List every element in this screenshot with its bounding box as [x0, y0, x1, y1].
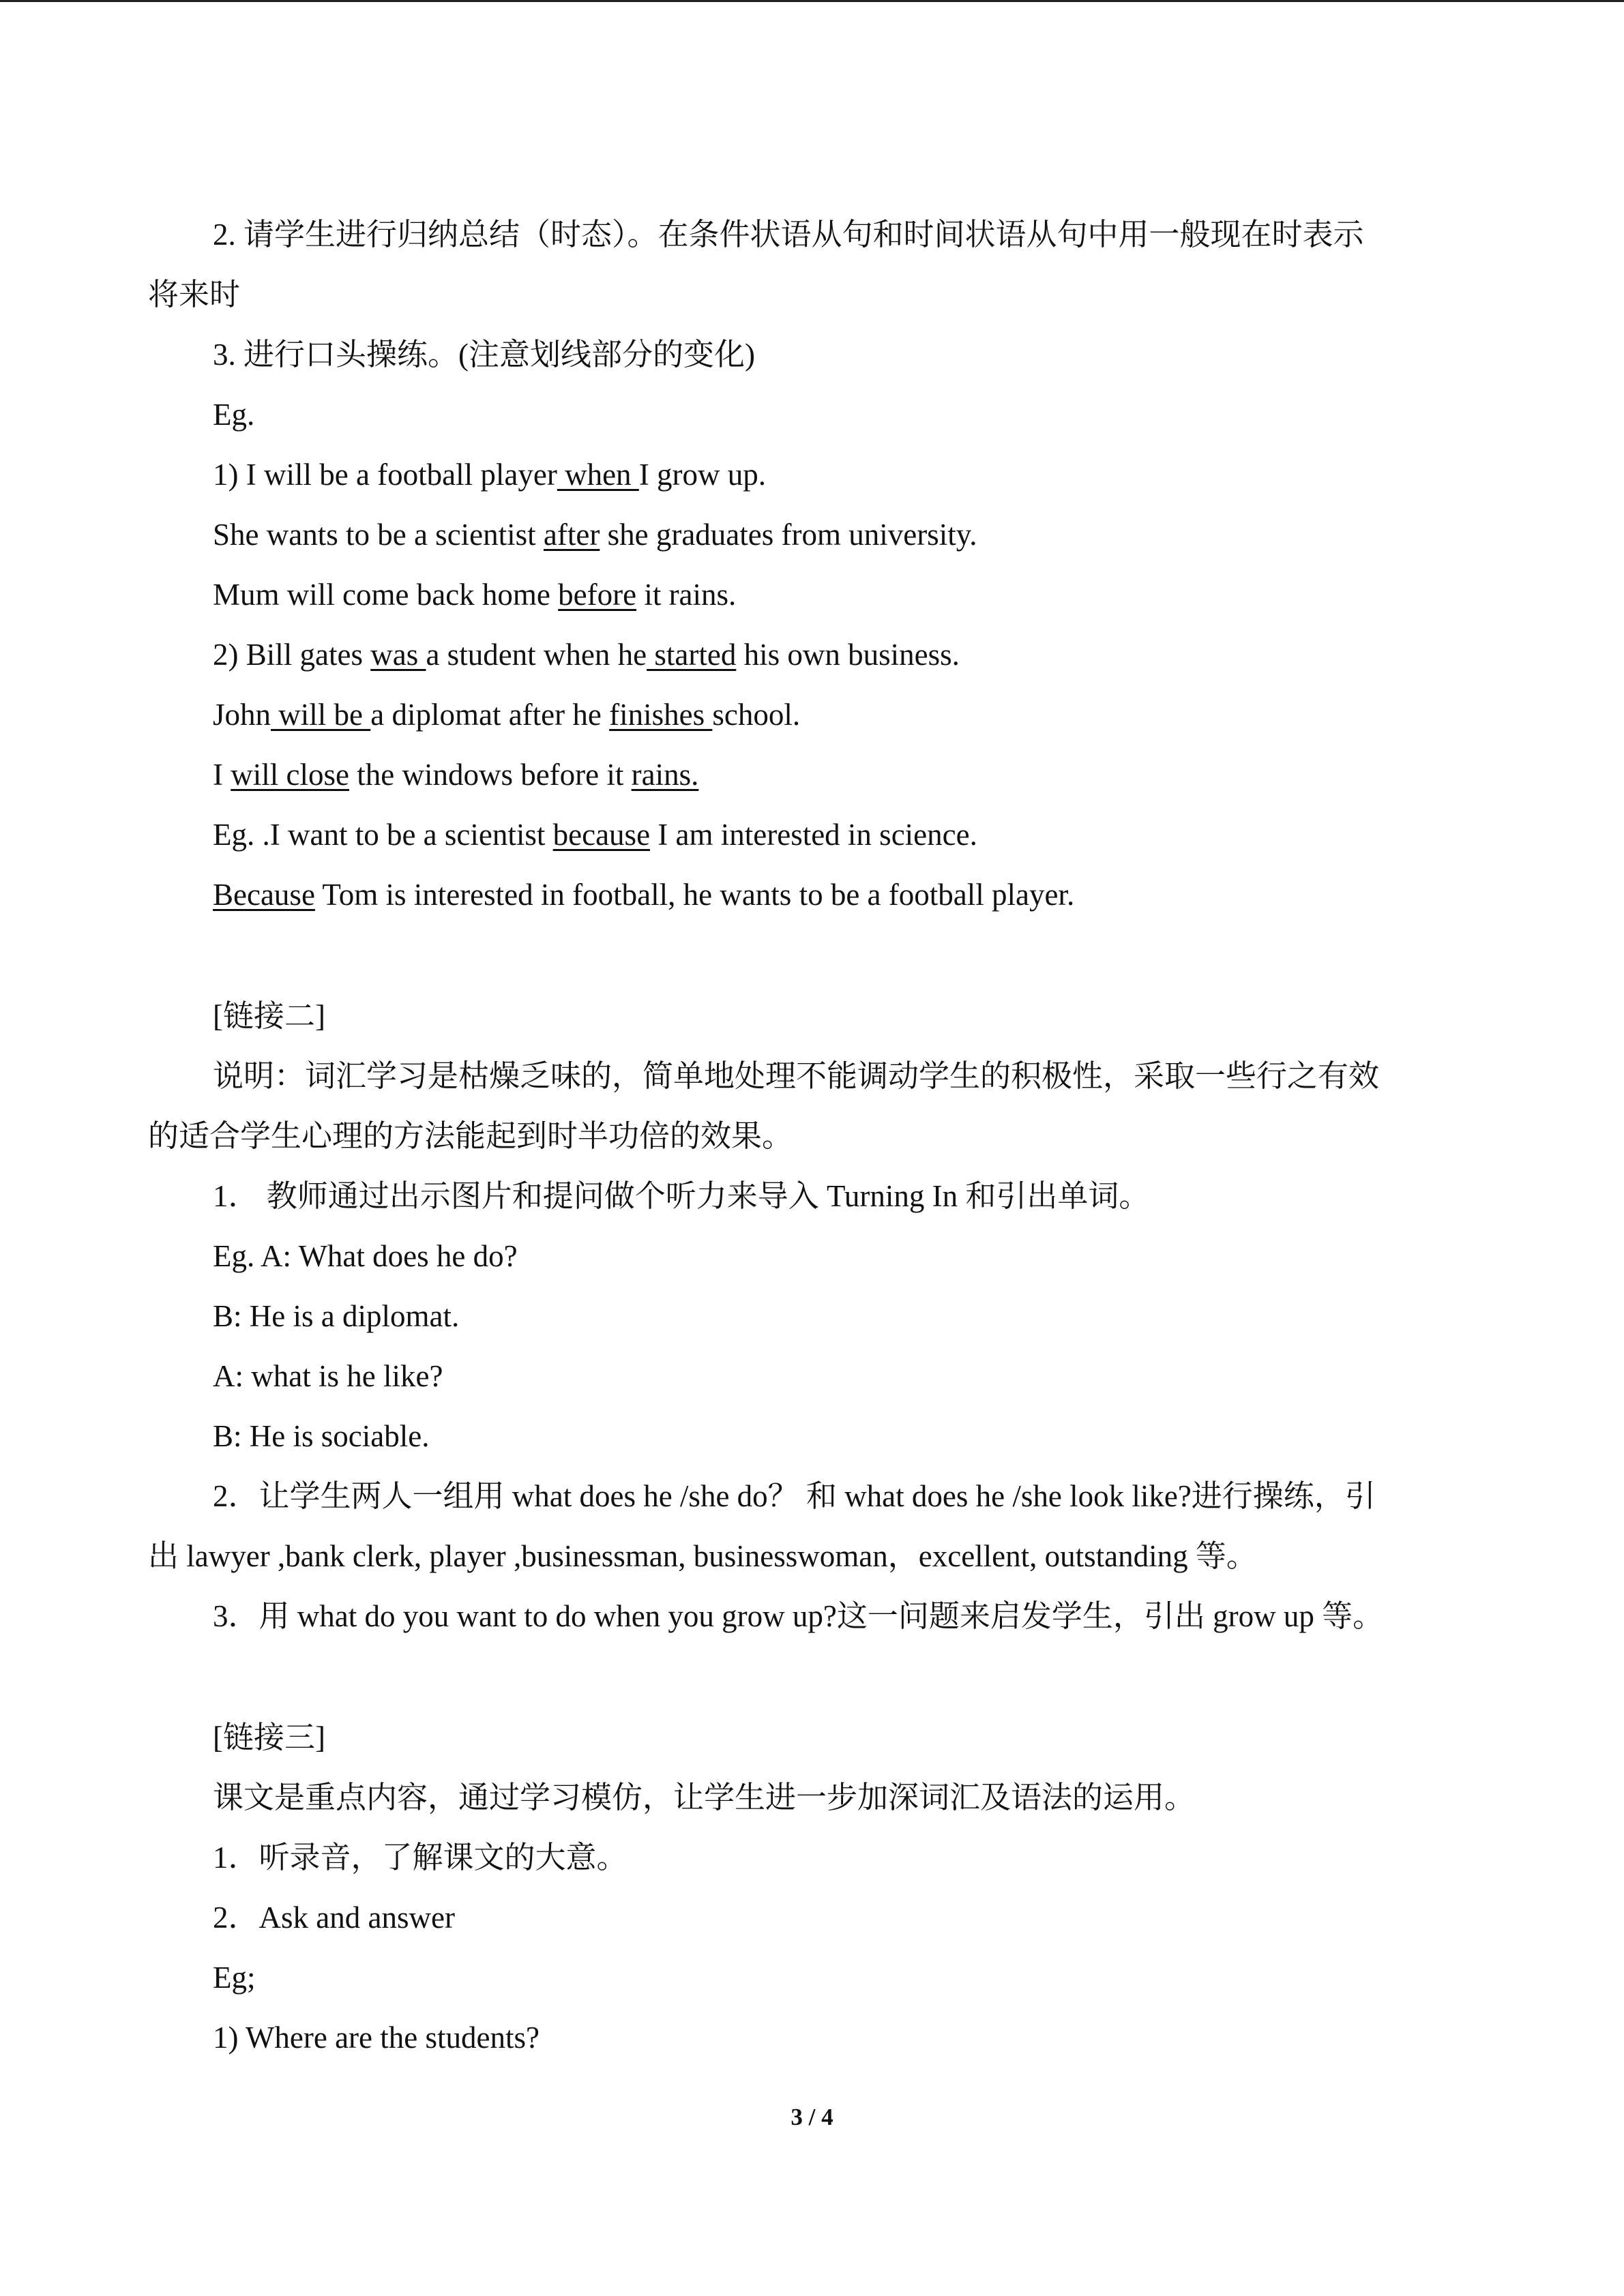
section-2-item-1: 1． 教师通过出示图片和提问做个听力来导入 Turning In 和引出单词。 — [213, 1179, 1150, 1213]
dialog-line-4: B: He is sociable. — [213, 1419, 430, 1453]
section-3-item-1: 1．听录音，了解课文的大意。 — [213, 1840, 628, 1875]
item-2-line-2: 将来时 — [148, 278, 241, 312]
question-1: 1) Where are the students? — [213, 2021, 540, 2055]
underlined-word: before — [558, 578, 637, 612]
underlined-word: will be — [271, 698, 371, 732]
underlined-word: started — [647, 638, 737, 672]
example-sentence-5 — [213, 694, 800, 735]
text-segment: 2) Bill gates — [213, 638, 371, 672]
eg-label: Eg. — [213, 398, 255, 432]
example-sentence-2 — [213, 514, 977, 555]
example-sentence-7 — [213, 814, 977, 855]
section-2-description-line-1: 说明：词汇学习是枯燥乏味的，简单地处理不能调动学生的积极性，采取一些行之有效 — [213, 1059, 1380, 1093]
text-segment: Eg. .I want to be a scientist — [213, 818, 553, 852]
page-number: 3 / 4 — [791, 2104, 833, 2130]
underlined-word: finishes — [609, 698, 713, 732]
text-segment: John — [213, 698, 271, 732]
underlined-word: was — [370, 638, 426, 672]
section-2-item-2-line-2: 出 lawyer ,bank clerk, player ,businessman, businesswoman，excellent, outstanding 等。 — [148, 1539, 1257, 1573]
text-segment: I am interested in science. — [650, 818, 977, 852]
example-sentence-8 — [213, 874, 1074, 915]
example-sentence-4 — [213, 634, 960, 675]
underlined-word: after — [543, 518, 600, 552]
underlined-word: Because — [213, 878, 315, 912]
text-segment: his own business. — [736, 638, 960, 672]
section-2-item-3: 3．用 what do you want to do when you grow up?这一问题来启发学生，引出 grow up 等。 — [213, 1599, 1384, 1633]
example-sentence-6 — [213, 754, 698, 795]
text-segment: she graduates from university. — [600, 518, 977, 552]
text-segment: I — [213, 758, 231, 792]
section-heading-link-2: [链接二] — [213, 999, 325, 1033]
underlined-word: will close — [231, 758, 349, 792]
text-segment: Tom is interested in football, he wants to be a football player. — [314, 878, 1075, 912]
text-segment: She wants to be a scientist — [213, 518, 544, 552]
underlined-word: when — [557, 458, 639, 492]
section-2-description-line-2: 的适合学生心理的方法能起到时半功倍的效果。 — [148, 1119, 793, 1153]
item-3: 3. 进行口头操练。(注意划线部分的变化) — [213, 338, 755, 372]
text-segment: 1) I will be a football player — [213, 458, 557, 492]
section-3-item-2: 2．Ask and answer — [213, 1900, 455, 1935]
dialog-line-3: A: what is he like? — [213, 1359, 443, 1393]
dialog-line-1: Eg. A: What does he do? — [213, 1239, 518, 1273]
underlined-word: because — [552, 818, 651, 852]
dialog-line-2: B: He is a diplomat. — [213, 1299, 460, 1333]
section-3-description: 课文是重点内容，通过学习模仿，让学生进一步加深词汇及语法的运用。 — [213, 1780, 1196, 1815]
underlined-word: rains. — [631, 758, 699, 792]
text-segment: the windows before it — [349, 758, 632, 792]
text-segment: Mum will come back home — [213, 578, 559, 612]
eg-label: Eg; — [213, 1960, 256, 1995]
example-sentence-1 — [213, 454, 766, 495]
section-2-item-2-line-1: 2．让学生两人一组用 what does he /she do？ 和 what does he /she look like?进行操练，引 — [213, 1479, 1376, 1513]
text-segment: I grow up. — [638, 458, 767, 492]
text-segment: it rains. — [636, 578, 737, 612]
item-2-line-1: 2. 请学生进行归纳总结（时态）。在条件状语从句和时间状语从句中用一般现在时表示 — [213, 218, 1364, 252]
text-segment: a student when he — [426, 638, 647, 672]
example-sentence-3 — [213, 574, 736, 615]
text-segment: a diplomat after he — [370, 698, 610, 732]
text-segment: school. — [712, 698, 801, 732]
section-heading-link-3: [链接三] — [213, 1720, 325, 1755]
